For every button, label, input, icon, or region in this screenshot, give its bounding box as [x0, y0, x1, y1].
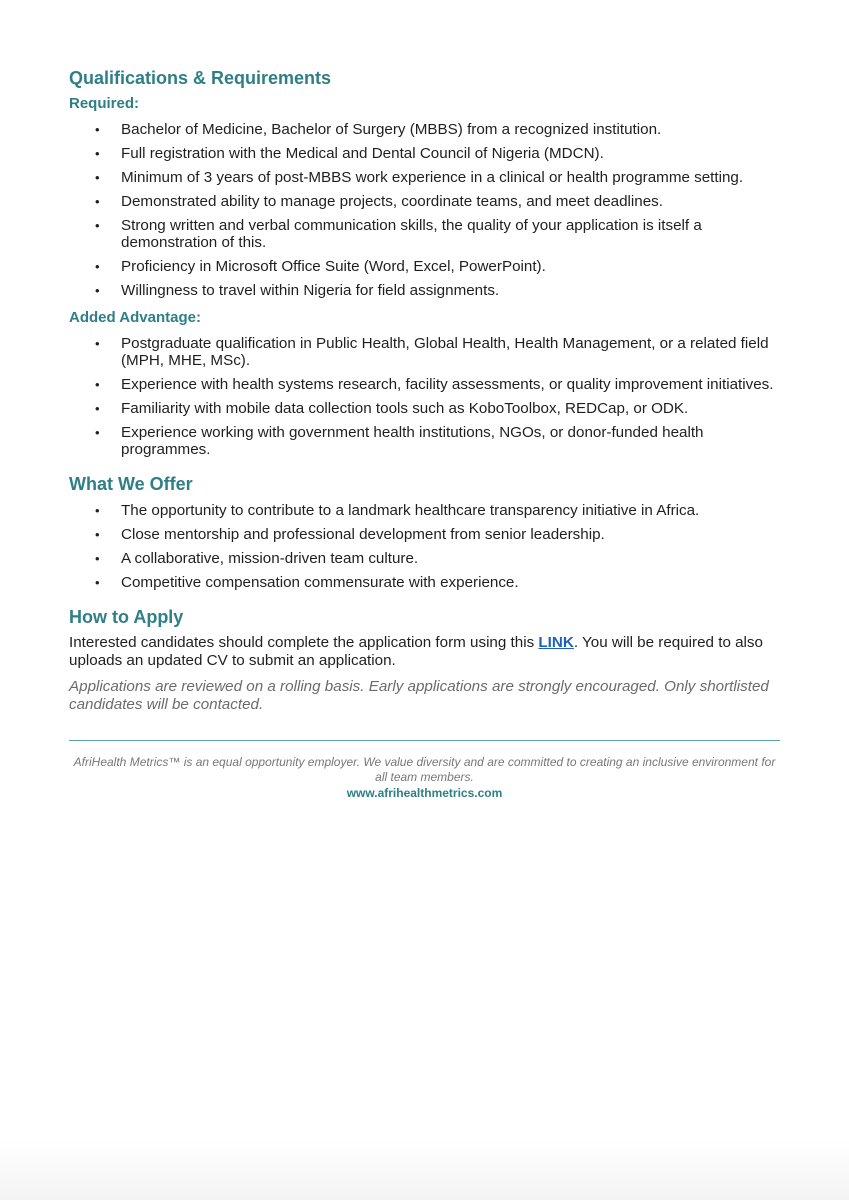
apply-text-before-link: Interested candidates should complete the application form using this: [69, 634, 539, 651]
application-note: Applications are reviewed on a rolling basis. Early applications are strongly encouraged. Only shortlisted candidates will be contacted.: [69, 678, 769, 713]
added-advantage-subheading: Added Advantage:: [69, 309, 201, 326]
bullet-icon: •: [95, 259, 100, 274]
offer-heading: What We Offer: [69, 474, 193, 494]
bullet-icon: •: [95, 425, 100, 440]
list-item: [69, 574, 784, 591]
qualifications-heading: Qualifications & Requirements: [69, 68, 332, 88]
bullet-icon: •: [95, 218, 100, 233]
application-form-link[interactable]: LINK: [538, 634, 574, 651]
list-item: [69, 258, 784, 275]
list-item: [69, 335, 784, 369]
required-subheading: Required:: [69, 95, 140, 112]
bullet-icon: •: [95, 551, 100, 566]
list-item-text: The opportunity to contribute to a landmark healthcare transparency initiative in Africa.: [121, 502, 700, 519]
apply-heading: How to Apply: [69, 607, 184, 627]
list-item-text: Experience with health systems research, facility assessments, or quality improvement initiatives.: [121, 376, 774, 393]
list-item-text: Strong written and verbal communication skills, the quality of your application is itself a demonstration of this.: [121, 217, 702, 251]
apply-instructions: [69, 634, 784, 670]
bullet-icon: •: [95, 503, 100, 518]
list-item: [69, 502, 784, 519]
list-item: [69, 169, 784, 186]
footer-divider: [69, 740, 780, 741]
list-item-text: A collaborative, mission-driven team culture.: [121, 550, 419, 567]
list-item: [69, 550, 784, 567]
bullet-icon: •: [95, 170, 100, 185]
bullet-icon: •: [95, 122, 100, 137]
list-item: [69, 282, 784, 299]
bullet-icon: •: [95, 336, 100, 351]
required-list: [69, 121, 784, 299]
bullet-icon: •: [95, 575, 100, 590]
list-item-text: Full registration with the Medical and Dental Council of Nigeria (MDCN).: [121, 145, 604, 162]
list-item-text: Demonstrated ability to manage projects, coordinate teams, and meet deadlines.: [121, 193, 663, 210]
list-item: [69, 145, 784, 162]
offer-list: [69, 502, 784, 591]
list-item-text: Familiarity with mobile data collection tools such as KoboToolbox, REDCap, or ODK.: [121, 400, 689, 417]
list-item: [69, 424, 784, 458]
list-item-text: Willingness to travel within Nigeria for field assignments.: [121, 282, 500, 299]
bullet-icon: •: [95, 527, 100, 542]
list-item-text: Minimum of 3 years of post-MBBS work experience in a clinical or health programme setting.: [121, 169, 744, 186]
list-item: [69, 526, 784, 543]
list-item: [69, 217, 784, 251]
document-content: [69, 66, 784, 801]
footer: [69, 755, 780, 801]
list-item: [69, 376, 784, 393]
list-item-text: Competitive compensation commensurate with experience.: [121, 574, 519, 591]
footer-website-link[interactable]: www.afrihealthmetrics.com: [346, 786, 503, 800]
footer-statement: AfriHealth Metrics™ is an equal opportunity employer. We value diversity and are committed to creating an inclusive environment for all team members.: [73, 755, 776, 784]
advantage-list: [69, 335, 784, 458]
bullet-icon: •: [95, 377, 100, 392]
bullet-icon: •: [95, 146, 100, 161]
list-item: [69, 400, 784, 417]
bullet-icon: •: [95, 283, 100, 298]
list-item: [69, 121, 784, 138]
list-item-text: Close mentorship and professional development from senior leadership.: [121, 526, 605, 543]
list-item-text: Bachelor of Medicine, Bachelor of Surgery (MBBS) from a recognized institution.: [121, 121, 662, 138]
list-item-text: Postgraduate qualification in Public Health, Global Health, Health Management, or a related field (MPH, MHE, MSc).: [121, 335, 769, 369]
apply-text-after-link: . You will be required to also uploads an updated CV to submit an application.: [69, 634, 763, 669]
list-item: [69, 193, 784, 210]
list-item-text: Proficiency in Microsoft Office Suite (Word, Excel, PowerPoint).: [121, 258, 546, 275]
bullet-icon: •: [95, 401, 100, 416]
bullet-icon: •: [95, 194, 100, 209]
list-item-text: Experience working with government health institutions, NGOs, or donor-funded health programmes.: [121, 424, 704, 458]
page-bottom-shadow: [0, 1140, 849, 1200]
